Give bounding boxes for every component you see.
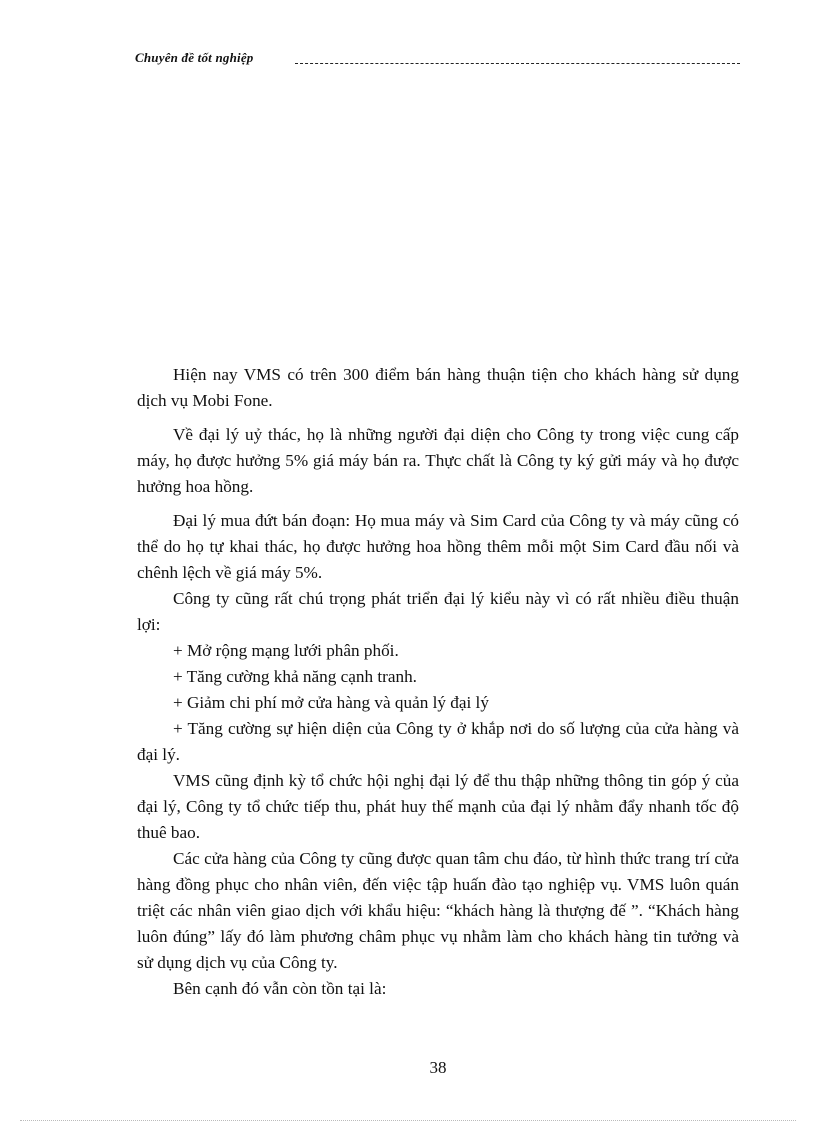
header-title: Chuyên đề tốt nghiệp — [135, 50, 254, 65]
paragraph: Bên cạnh đó vẫn còn tồn tại là: — [173, 979, 387, 998]
body-text — [137, 362, 739, 1002]
footer-rule — [20, 1120, 796, 1121]
page-header — [135, 50, 740, 68]
list-item: + Tăng cường khả năng cạnh tranh. — [173, 667, 417, 686]
header-rule — [295, 63, 740, 64]
paragraph: Các cửa hàng của Công ty cũng được quan tâm chu đáo, từ hình thức trang trí cửa hàng đồng phục cho nhân viên, đến việc tập huấn đào tạo nghiệp vụ. VMS luôn quán triệt các nhân viên giao dịch với khẩu hiệu: “khách hàng là thượng đế ”. “Khách hàng luôn đúng” lấy đó làm phương châm phục vụ nhằm làm cho khách hàng tin tưởng và sử dụng dịch vụ của Công ty. — [137, 849, 739, 972]
list-item: + Giảm chi phí mở cửa hàng và quản lý đại lý — [173, 693, 489, 712]
list-item: + Tăng cường sự hiện diện của Công ty ở khắp nơi do số lượng của cửa hàng và đại lý. — [137, 719, 739, 764]
paragraph: Công ty cũng rất chú trọng phát triển đại lý kiểu này vì có rất nhiều điều thuận lợi: — [137, 589, 739, 634]
page-number: 38 — [429, 1058, 447, 1077]
paragraph: Về đại lý uỷ thác, họ là những người đại diện cho Công ty trong việc cung cấp máy, họ được hưởng 5% giá máy bán ra. Thực chất là Công ty ký gửi máy và họ được hưởng hoa hồng. — [137, 425, 739, 496]
paragraph: Hiện nay VMS có trên 300 điểm bán hàng thuận tiện cho khách hàng sử dụng dịch vụ Mobi Fone. — [137, 365, 739, 410]
list-item: + Mở rộng mạng lưới phân phối. — [173, 641, 399, 660]
paragraph: VMS cũng định kỳ tổ chức hội nghị đại lý để thu thập những thông tin góp ý của đại lý, Công ty tổ chức tiếp thu, phát huy thế mạnh của đại lý nhằm đẩy nhanh tốc độ thuê bao. — [137, 771, 739, 842]
paragraph: Đại lý mua đứt bán đoạn: Họ mua máy và Sim Card của Công ty và máy cũng có thể do họ tự khai thác, họ được hưởng hoa hồng thêm mỗi một Sim Card đầu nối và chênh lệch về giá máy 5%. — [137, 511, 739, 582]
